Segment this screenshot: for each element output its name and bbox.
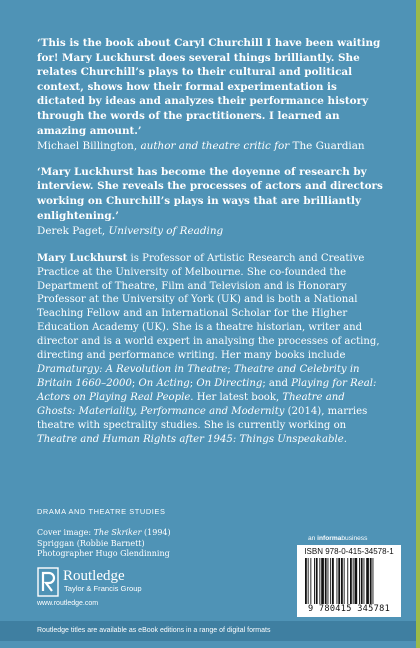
attribution-role: author and theatre critic for [140, 140, 290, 153]
bio-text: (2014), marries theatre with spectrality studies. She is currently working on [37, 405, 368, 431]
bio-text: . Her latest book, [190, 391, 283, 403]
credit-line: Spriggan (Robbie Barnett) [37, 538, 145, 548]
informa-prefix: an [308, 535, 318, 542]
informa-tagline [308, 535, 367, 542]
attribution-author: Derek Paget, [37, 225, 106, 238]
barcode-bar [328, 558, 329, 604]
attribution-outlet: The Guardian [292, 140, 365, 153]
barcode-bar [316, 558, 318, 604]
barcode-bar [353, 558, 354, 604]
author-bio [37, 252, 383, 447]
cover-text [37, 36, 383, 446]
barcode-bar [319, 558, 320, 604]
credit-label: Cover image: [37, 528, 94, 537]
bio-text: ; [189, 377, 197, 389]
publisher-url: www.routledge.com [37, 600, 99, 607]
credit-title: The Skriker [93, 528, 142, 537]
barcode-bar [359, 558, 360, 604]
informa-suffix: business [341, 535, 368, 542]
informa-brand: informa [317, 535, 342, 542]
barcode-bar [350, 558, 352, 604]
barcode-bar [341, 558, 343, 604]
routledge-logo-icon [37, 567, 59, 597]
bio-text: is Professor of Artistic Research and Creative Practice at the University of Melbourne. She co-founded the Department of Theatre, Film and Television and is Honorary Professor at the University of York (UK) and is both a National Teaching Fellow and an International Scholar for the Higher Education Academy (UK). She is a theatre historian, writer and director and is a world expert in analysing the processes of acting, directing and performance writing. Her many books include [37, 252, 380, 362]
bio-text: ; [227, 363, 234, 375]
barcode-bar [347, 558, 348, 604]
quote-billington: ‘This is the book about Caryl Churchill I have been waiting for! Mary Luckhurst does several things brilliantly. She relates Churchill’s plays to their cultural and political context, shows how their formal experimentation is dictated by ideas and analyzes their performance history through the words of the practitioners. I learned an amazing amount.’ [37, 37, 381, 137]
barcode-bar [366, 558, 369, 604]
barcode-bar [321, 558, 324, 604]
barcode-digits: 9 780415 345781 [307, 604, 391, 614]
book-title: On Acting [138, 377, 190, 389]
barcode-bar [332, 558, 334, 604]
publisher-group: Taylor & Francis Group [64, 584, 142, 593]
author-name: Mary Luckhurst [37, 252, 128, 264]
footer-bar [0, 621, 420, 641]
barcode-bar [308, 558, 309, 604]
bio-text: ; [131, 377, 139, 389]
barcode-bar [344, 558, 345, 604]
barcode-bar [370, 558, 372, 604]
barcode-bar [314, 558, 315, 604]
barcode-bar [338, 558, 340, 604]
barcode-bar [337, 558, 338, 604]
bio-text: ; and [262, 377, 292, 389]
barcode-bar [330, 558, 331, 604]
credit-line: Photographer Hugo Glendinning [37, 549, 170, 559]
attribution-role: University of Reading [108, 225, 224, 238]
quote-paget: ‘Mary Luckhurst has become the doyenne of research by interview. She reveals the processes of actors and directors working on Churchill’s plays in ways that are brilliantly enlightening.’ [37, 165, 383, 222]
attribution-author: Michael Billington, [37, 140, 138, 153]
barcode-bar [310, 558, 311, 604]
footer-text: Routledge titles are available as eBook editions in a range of digital formats [37, 627, 271, 634]
book-title: Dramaturgy: A Revolution in Theatre [37, 363, 228, 375]
book-title: Theatre and Ghosts: Materiality, Performance and Modernity [37, 391, 345, 417]
barcode-panel [297, 545, 401, 617]
book-title: Playing for Real: Actors on Playing Real People [37, 377, 377, 403]
isbn-text: ISBN 978-0-415-34578-1 [304, 547, 394, 556]
barcode-bar [355, 558, 358, 604]
barcode-bar [325, 558, 327, 604]
barcode-icon [305, 558, 397, 604]
bio-text: . [343, 433, 347, 445]
barcode-bar [361, 558, 363, 604]
quote-billington-attribution [37, 139, 383, 154]
barcode-bar [364, 558, 365, 604]
barcode-bar [305, 558, 307, 604]
book-title: Theatre and Celebrity in Britain 1660–2000 [37, 363, 360, 389]
quote-paget-attribution [37, 224, 383, 239]
cover-credits [37, 528, 171, 560]
series-label: DRAMA AND THEATRE STUDIES [37, 507, 166, 516]
barcode-bar [373, 558, 374, 604]
credit-line [37, 528, 171, 539]
credit-year: (1994) [141, 528, 171, 537]
book-title: On Directing [196, 377, 263, 389]
publisher-name: Routledge [63, 568, 125, 584]
spine-edge [416, 0, 420, 648]
book-title: Theatre and Human Rights after 1945: Things Unspeakable [37, 433, 344, 445]
